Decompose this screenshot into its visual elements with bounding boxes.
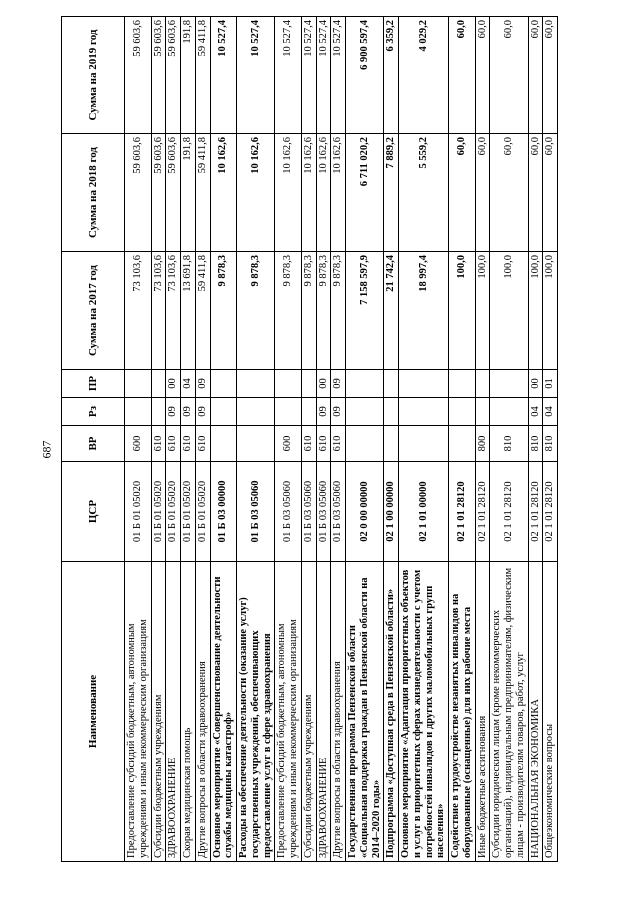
table-row — [151, 17, 166, 862]
header-name: Наименование — [62, 562, 125, 862]
cell-rz: 09 — [181, 398, 196, 426]
cell-pr — [125, 370, 152, 398]
table-row — [316, 17, 331, 862]
cell-sum-2017: 13 691,8 — [181, 252, 196, 370]
table-row — [331, 17, 346, 862]
cell-rz: 09 — [316, 398, 331, 426]
cell-sum-2017: 100,0 — [490, 252, 528, 370]
cell-sum-2019: 10 527,4 — [275, 17, 302, 134]
cell-rz — [384, 398, 399, 426]
cell-sum-2018: 60,0 — [449, 134, 476, 252]
cell-pr — [237, 370, 275, 398]
cell-rz — [346, 398, 384, 426]
cell-sum-2017: 7 158 597,9 — [346, 252, 384, 370]
cell-name: Субсидии бюджетным учреждениям — [151, 562, 166, 862]
cell-vr — [346, 426, 384, 462]
cell-sum-2018: 60,0 — [475, 134, 490, 252]
cell-sum-2019: 10 527,4 — [331, 17, 346, 134]
cell-name: Другие вопросы в области здравоохранения — [331, 562, 346, 862]
cell-csr: 02 0 00 00000 — [346, 462, 384, 562]
cell-pr: 00 — [528, 370, 543, 398]
cell-sum-2018: 10 162,6 — [275, 134, 302, 252]
cell-sum-2019: 10 527,4 — [237, 17, 275, 134]
cell-rz — [275, 398, 302, 426]
cell-sum-2019: 59 603,6 — [166, 17, 181, 134]
cell-sum-2018: 10 162,6 — [316, 134, 331, 252]
cell-csr: 01 Б 03 05060 — [316, 462, 331, 562]
cell-name: Предоставление субсидий бюджетным, автономным учреждениям и иным некоммерческим организациям — [125, 562, 152, 862]
budget-table — [61, 16, 558, 862]
cell-sum-2017: 9 878,3 — [301, 252, 316, 370]
cell-sum-2018: 10 162,6 — [331, 134, 346, 252]
cell-vr: 610 — [331, 426, 346, 462]
cell-rz — [237, 398, 275, 426]
cell-csr: 02 1 01 00000 — [399, 462, 449, 562]
cell-name: Основное мероприятие «Адаптация приоритетных объектов и услуг в приоритетных сферах жизнедеятельности с учетом потребностей инвалидов и других маломобильных групп населения» — [399, 562, 449, 862]
cell-sum-2017: 9 878,3 — [316, 252, 331, 370]
cell-csr: 02 1 01 28120 — [490, 462, 528, 562]
cell-vr: 610 — [181, 426, 196, 462]
cell-csr: 01 Б 01 05020 — [181, 462, 196, 562]
table-row — [449, 17, 476, 862]
cell-rz — [151, 398, 166, 426]
table-header-row — [62, 17, 125, 862]
cell-sum-2019: 4 029,2 — [399, 17, 449, 134]
cell-sum-2018: 60,0 — [543, 134, 558, 252]
cell-csr: 01 Б 03 05060 — [301, 462, 316, 562]
cell-pr — [449, 370, 476, 398]
header-csr: ЦСР — [62, 462, 125, 562]
cell-rz — [301, 398, 316, 426]
cell-pr — [399, 370, 449, 398]
cell-vr — [210, 426, 237, 462]
table-row — [275, 17, 302, 862]
cell-vr: 610 — [166, 426, 181, 462]
cell-name: Предоставление субсидий бюджетным, автономным учреждениям и иным некоммерческим организациям — [275, 562, 302, 862]
cell-pr — [346, 370, 384, 398]
cell-sum-2018: 191,8 — [181, 134, 196, 252]
cell-rz — [210, 398, 237, 426]
cell-sum-2018: 59 603,6 — [166, 134, 181, 252]
cell-vr — [449, 426, 476, 462]
cell-sum-2019: 6 359,2 — [384, 17, 399, 134]
cell-csr: 02 1 01 28120 — [449, 462, 476, 562]
cell-vr: 600 — [125, 426, 152, 462]
cell-name: ЗДРАВООХРАНЕНИЕ — [316, 562, 331, 862]
cell-sum-2017: 100,0 — [543, 252, 558, 370]
cell-name: Иные бюджетные ассигнования — [475, 562, 490, 862]
cell-name: Государственная программа Пензенской области «Социальная поддержка граждан в Пензенской области на 2014–2020 годы» — [346, 562, 384, 862]
cell-rz — [125, 398, 152, 426]
cell-sum-2018: 7 889,2 — [384, 134, 399, 252]
cell-sum-2018: 59 411,8 — [195, 134, 210, 252]
cell-sum-2019: 60,0 — [490, 17, 528, 134]
cell-sum-2017: 100,0 — [528, 252, 543, 370]
header-vr: ВР — [62, 426, 125, 462]
cell-csr: 01 Б 01 05020 — [151, 462, 166, 562]
cell-sum-2017: 18 997,4 — [399, 252, 449, 370]
cell-rz: 09 — [331, 398, 346, 426]
cell-name: Подпрограмма «Доступная среда в Пензенской области» — [384, 562, 399, 862]
cell-sum-2017: 73 103,6 — [166, 252, 181, 370]
cell-pr — [275, 370, 302, 398]
cell-sum-2018: 60,0 — [528, 134, 543, 252]
cell-pr: 00 — [166, 370, 181, 398]
cell-name: Общеэкономические вопросы — [543, 562, 558, 862]
table-row — [384, 17, 399, 862]
cell-sum-2017: 9 878,3 — [275, 252, 302, 370]
table-row — [181, 17, 196, 862]
cell-sum-2017: 9 878,3 — [237, 252, 275, 370]
cell-vr: 610 — [316, 426, 331, 462]
cell-sum-2017: 9 878,3 — [210, 252, 237, 370]
table-row — [195, 17, 210, 862]
cell-rz — [399, 398, 449, 426]
cell-sum-2019: 10 527,4 — [301, 17, 316, 134]
cell-csr: 02 1 01 28120 — [528, 462, 543, 562]
header-sum-2019: Сумма на 2019 год — [62, 17, 125, 134]
cell-pr — [490, 370, 528, 398]
cell-name: НАЦИОНАЛЬНАЯ ЭКОНОМИКА — [528, 562, 543, 862]
cell-csr: 01 Б 01 05020 — [195, 462, 210, 562]
cell-sum-2017: 73 103,6 — [151, 252, 166, 370]
cell-name: Содействие в трудоустройстве незанятых инвалидов на оборудованные (оснащенные) для них рабочие места — [449, 562, 476, 862]
cell-sum-2019: 60,0 — [475, 17, 490, 134]
cell-sum-2019: 59 411,8 — [195, 17, 210, 134]
cell-name: Расходы на обеспечение деятельности (оказание услуг) государственных учреждений, обеспечивающих предоставление услуг в сфере здравоохранения — [237, 562, 275, 862]
cell-sum-2019: 10 527,4 — [210, 17, 237, 134]
cell-sum-2019: 59 603,6 — [151, 17, 166, 134]
cell-name: Скорая медицинская помощь — [181, 562, 196, 862]
table-row — [125, 17, 152, 862]
table-row — [543, 17, 558, 862]
cell-name: Субсидии юридическим лицам (кроме некоммерческих организаций), индивидуальным предпринимателям, физическим лицам - производителям товаров, работ, услуг — [490, 562, 528, 862]
table-row — [528, 17, 543, 862]
header-sum-2018: Сумма на 2018 год — [62, 134, 125, 252]
cell-sum-2018: 6 711 020,2 — [346, 134, 384, 252]
cell-csr: 02 1 01 28120 — [543, 462, 558, 562]
cell-sum-2017: 9 878,3 — [331, 252, 346, 370]
cell-pr — [301, 370, 316, 398]
cell-sum-2018: 60,0 — [490, 134, 528, 252]
cell-sum-2017: 100,0 — [449, 252, 476, 370]
cell-pr — [151, 370, 166, 398]
cell-vr: 610 — [195, 426, 210, 462]
cell-pr — [384, 370, 399, 398]
cell-csr: 01 Б 03 05060 — [275, 462, 302, 562]
cell-rz — [490, 398, 528, 426]
cell-csr: 01 Б 01 05020 — [125, 462, 152, 562]
table-row — [490, 17, 528, 862]
table-row — [399, 17, 449, 862]
cell-vr: 610 — [151, 426, 166, 462]
cell-sum-2018: 10 162,6 — [210, 134, 237, 252]
cell-rz — [449, 398, 476, 426]
page-number: 687 — [39, 440, 54, 459]
cell-sum-2019: 60,0 — [543, 17, 558, 134]
cell-rz: 04 — [543, 398, 558, 426]
cell-pr: 09 — [195, 370, 210, 398]
cell-rz: 04 — [528, 398, 543, 426]
cell-sum-2019: 6 900 597,4 — [346, 17, 384, 134]
cell-csr: 01 Б 03 00000 — [210, 462, 237, 562]
cell-vr: 600 — [275, 426, 302, 462]
cell-vr: 810 — [528, 426, 543, 462]
cell-name: ЗДРАВООХРАНЕНИЕ — [166, 562, 181, 862]
cell-sum-2019: 191,8 — [181, 17, 196, 134]
cell-sum-2019: 10 527,4 — [316, 17, 331, 134]
rotated-page — [61, 17, 640, 862]
cell-sum-2018: 10 162,6 — [301, 134, 316, 252]
cell-csr: 01 Б 03 05060 — [237, 462, 275, 562]
cell-vr: 810 — [490, 426, 528, 462]
cell-name: Основное мероприятие «Совершенствование деятельности службы медицины катастроф» — [210, 562, 237, 862]
cell-pr: 09 — [331, 370, 346, 398]
table-row — [166, 17, 181, 862]
cell-sum-2017: 59 411,8 — [195, 252, 210, 370]
cell-rz — [475, 398, 490, 426]
cell-vr: 810 — [543, 426, 558, 462]
cell-rz: 09 — [195, 398, 210, 426]
table-body — [125, 17, 558, 862]
header-rz: Рз — [62, 398, 125, 426]
table-row — [475, 17, 490, 862]
cell-pr: 04 — [181, 370, 196, 398]
cell-sum-2017: 100,0 — [475, 252, 490, 370]
cell-vr: 610 — [301, 426, 316, 462]
cell-sum-2019: 60,0 — [449, 17, 476, 134]
cell-csr: 02 1 00 00000 — [384, 462, 399, 562]
cell-name: Другие вопросы в области здравоохранения — [195, 562, 210, 862]
cell-sum-2018: 5 559,2 — [399, 134, 449, 252]
cell-vr: 800 — [475, 426, 490, 462]
cell-sum-2019: 60,0 — [528, 17, 543, 134]
cell-pr: 00 — [316, 370, 331, 398]
header-pr: ПР — [62, 370, 125, 398]
cell-name: Субсидии бюджетным учреждениям — [301, 562, 316, 862]
table-row — [237, 17, 275, 862]
cell-csr: 02 1 01 28120 — [475, 462, 490, 562]
cell-vr — [384, 426, 399, 462]
cell-vr — [399, 426, 449, 462]
table-row — [346, 17, 384, 862]
cell-pr — [210, 370, 237, 398]
cell-sum-2019: 59 603,6 — [125, 17, 152, 134]
table-row — [301, 17, 316, 862]
cell-csr: 01 Б 01 05020 — [166, 462, 181, 562]
cell-pr — [475, 370, 490, 398]
cell-sum-2017: 73 103,6 — [125, 252, 152, 370]
cell-vr — [237, 426, 275, 462]
cell-csr: 01 Б 03 05060 — [331, 462, 346, 562]
cell-sum-2018: 59 603,6 — [125, 134, 152, 252]
table-row — [210, 17, 237, 862]
cell-sum-2018: 10 162,6 — [237, 134, 275, 252]
cell-sum-2017: 21 742,4 — [384, 252, 399, 370]
header-sum-2017: Сумма на 2017 год — [62, 252, 125, 370]
cell-sum-2018: 59 603,6 — [151, 134, 166, 252]
cell-rz: 09 — [166, 398, 181, 426]
cell-pr: 01 — [543, 370, 558, 398]
